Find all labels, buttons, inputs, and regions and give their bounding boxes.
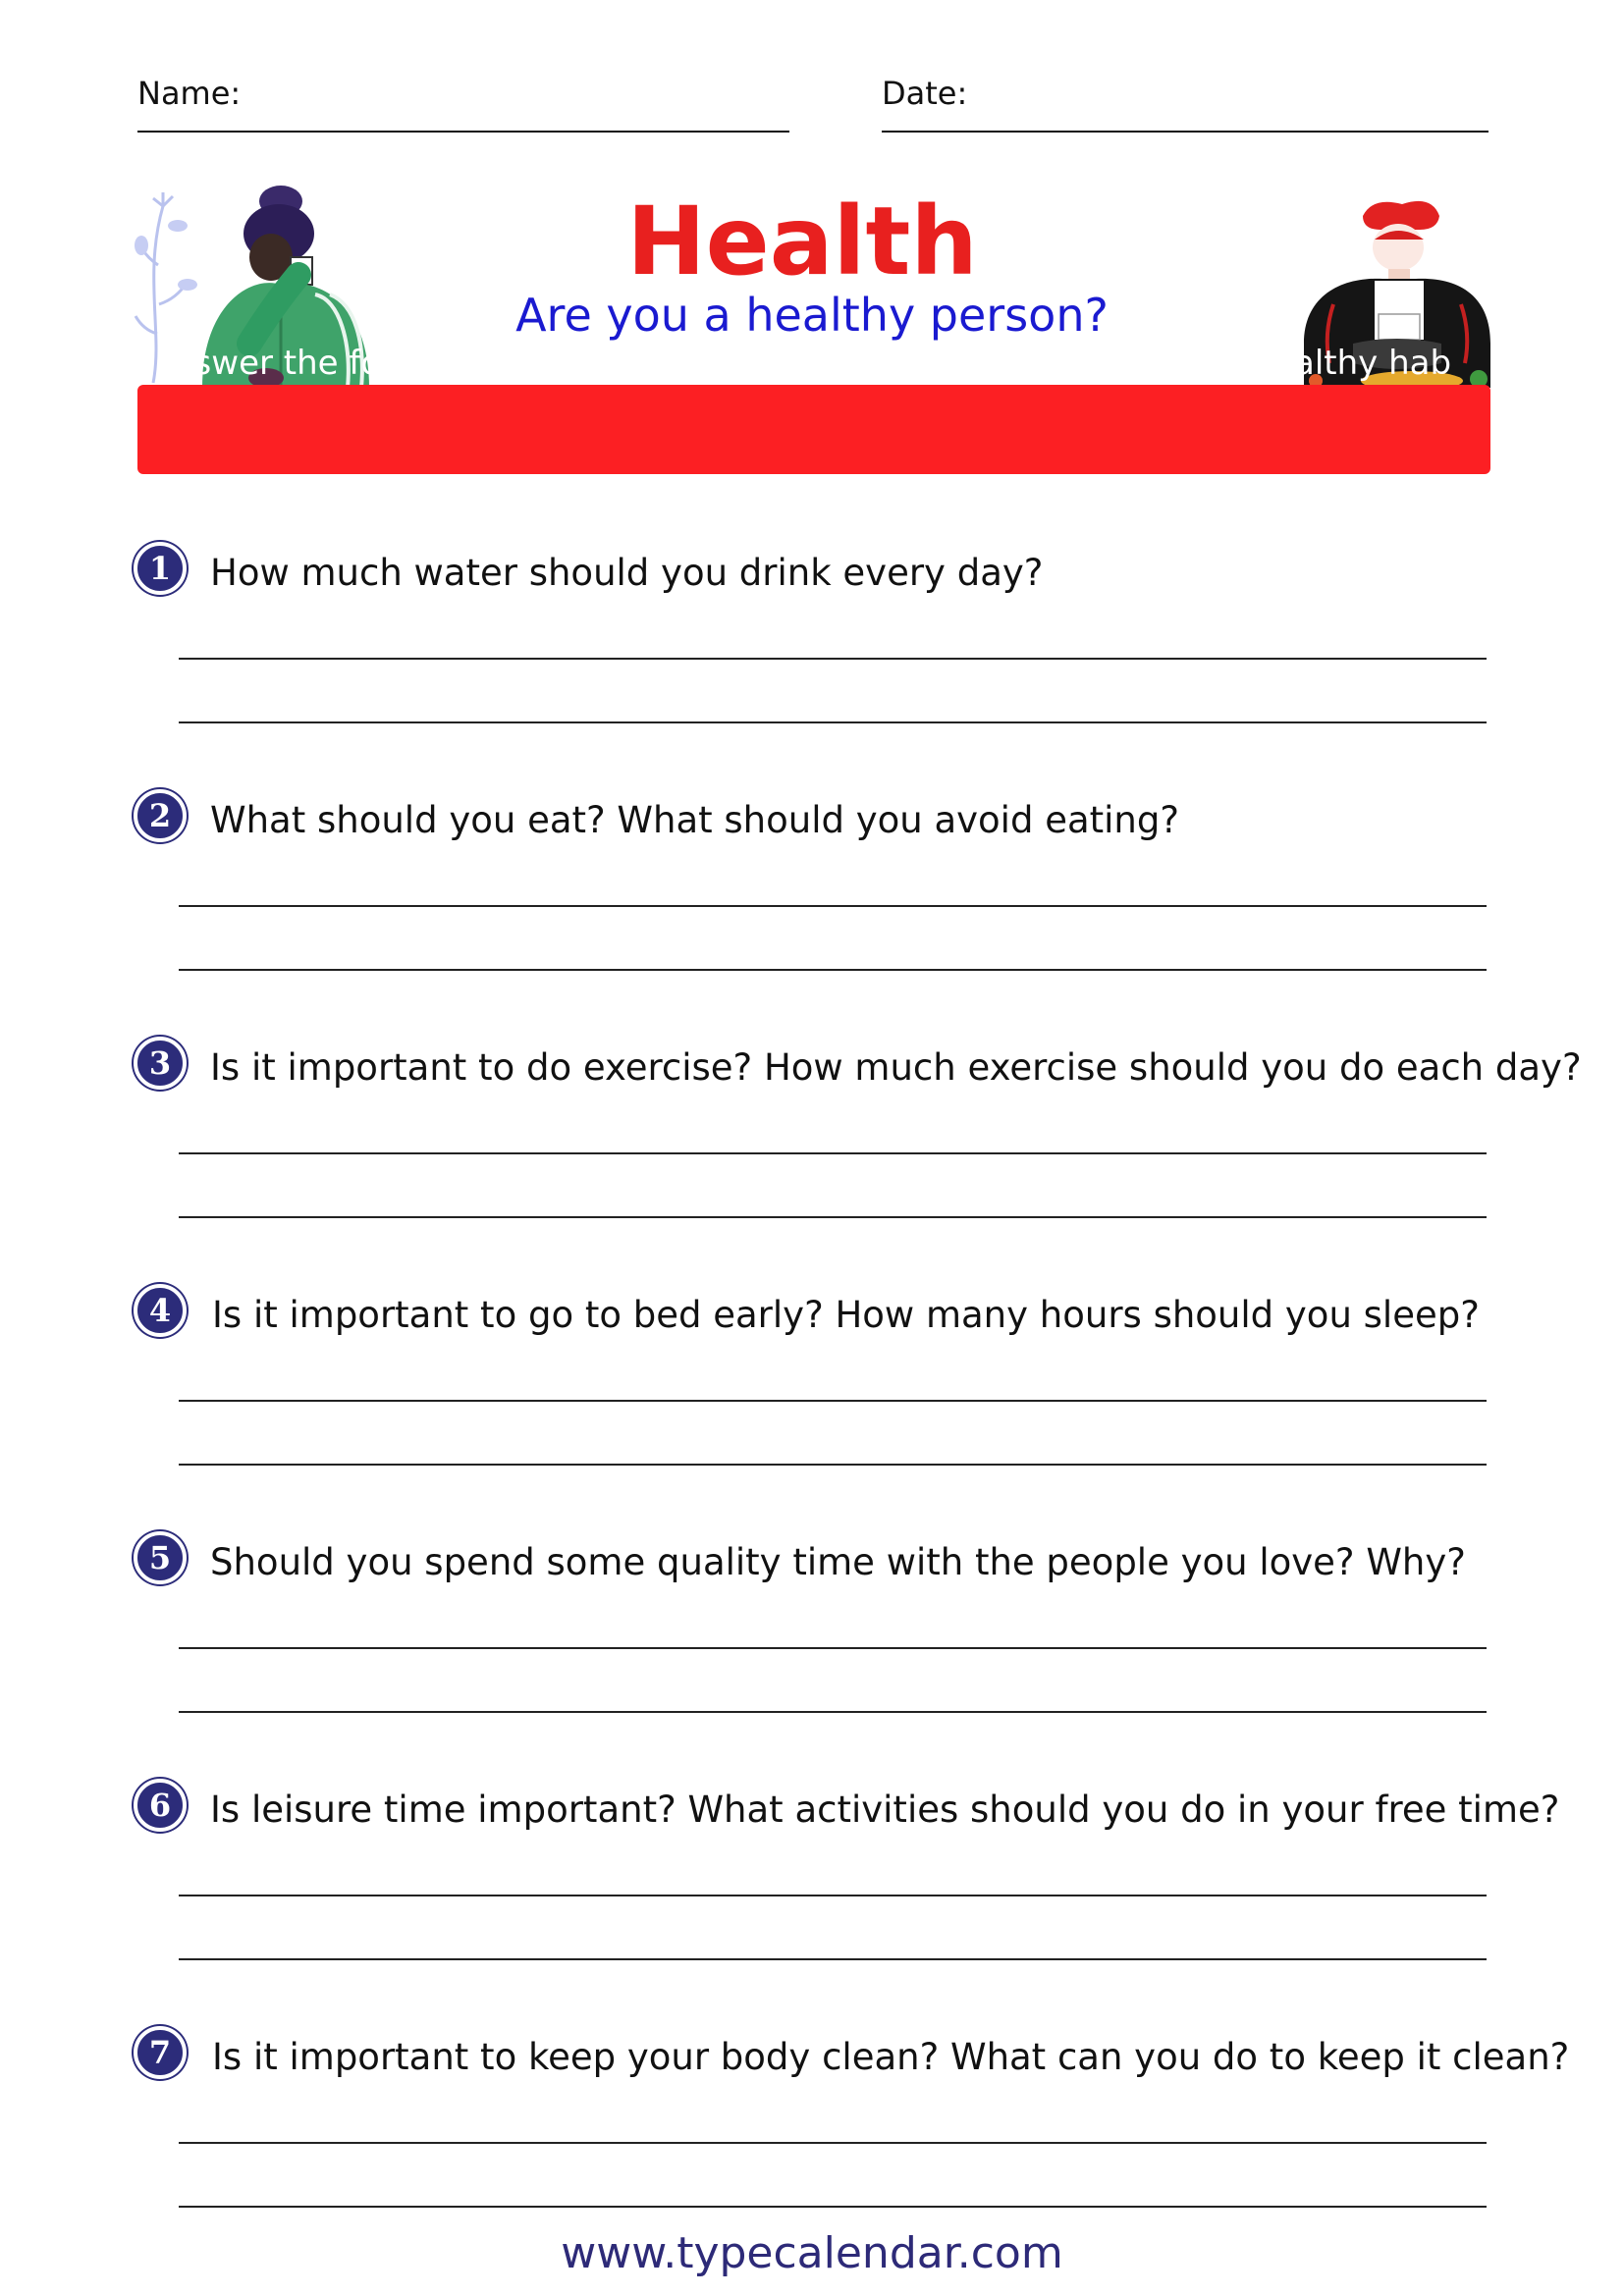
answer-line[interactable]	[179, 2206, 1487, 2208]
footer-url[interactable]: www.typecalendar.com	[561, 2228, 1063, 2278]
question-text: Is it important to do exercise? How much exercise should you do each day?	[210, 1046, 1582, 1089]
question-text: How much water should you drink every day?	[210, 552, 1044, 594]
answer-line[interactable]	[179, 1216, 1487, 1218]
question-number-badge: 4	[134, 1284, 187, 1337]
worksheet-subtitle: Are you a healthy person?	[515, 289, 1109, 342]
answer-line[interactable]	[179, 1711, 1487, 1713]
banner-peek-right-text: althy hab	[1294, 344, 1452, 383]
question-text: Is it important to go to bed early? How many hours should you sleep?	[212, 1294, 1480, 1336]
answer-line[interactable]	[179, 2142, 1487, 2144]
question-number-badge: 1	[134, 542, 187, 595]
answer-line[interactable]	[179, 969, 1487, 971]
question-number-badge: 3	[134, 1037, 187, 1090]
question-text: Should you spend some quality time with the people you love? Why?	[210, 1541, 1466, 1583]
answer-line[interactable]	[179, 1464, 1487, 1466]
answer-line[interactable]	[179, 1958, 1487, 1960]
date-label: Date:	[882, 75, 968, 112]
question-number-badge: 7	[134, 2026, 187, 2079]
answer-line[interactable]	[179, 1400, 1487, 1402]
question-number-badge: 5	[134, 1531, 187, 1584]
answer-line[interactable]	[179, 658, 1487, 660]
answer-line[interactable]	[179, 1895, 1487, 1896]
answer-line[interactable]	[179, 905, 1487, 907]
banner-peek-left-text: nswer the fol	[173, 344, 391, 383]
answer-line[interactable]	[179, 1647, 1487, 1649]
name-label: Name:	[137, 75, 242, 112]
question-number-badge: 2	[134, 789, 187, 842]
question-number-badge: 6	[134, 1779, 187, 1832]
worksheet-title: Health	[626, 187, 978, 296]
question-text: Is leisure time important? What activities should you do in your free time?	[210, 1789, 1560, 1831]
answer-line[interactable]	[179, 1152, 1487, 1154]
name-field-line[interactable]	[137, 131, 789, 133]
question-text: Is it important to keep your body clean? What can you do to keep it clean?	[212, 2036, 1570, 2078]
red-banner	[137, 385, 1490, 474]
question-text: What should you eat? What should you avoid eating?	[210, 799, 1180, 841]
date-field-line[interactable]	[882, 131, 1489, 133]
answer-line[interactable]	[179, 721, 1487, 723]
